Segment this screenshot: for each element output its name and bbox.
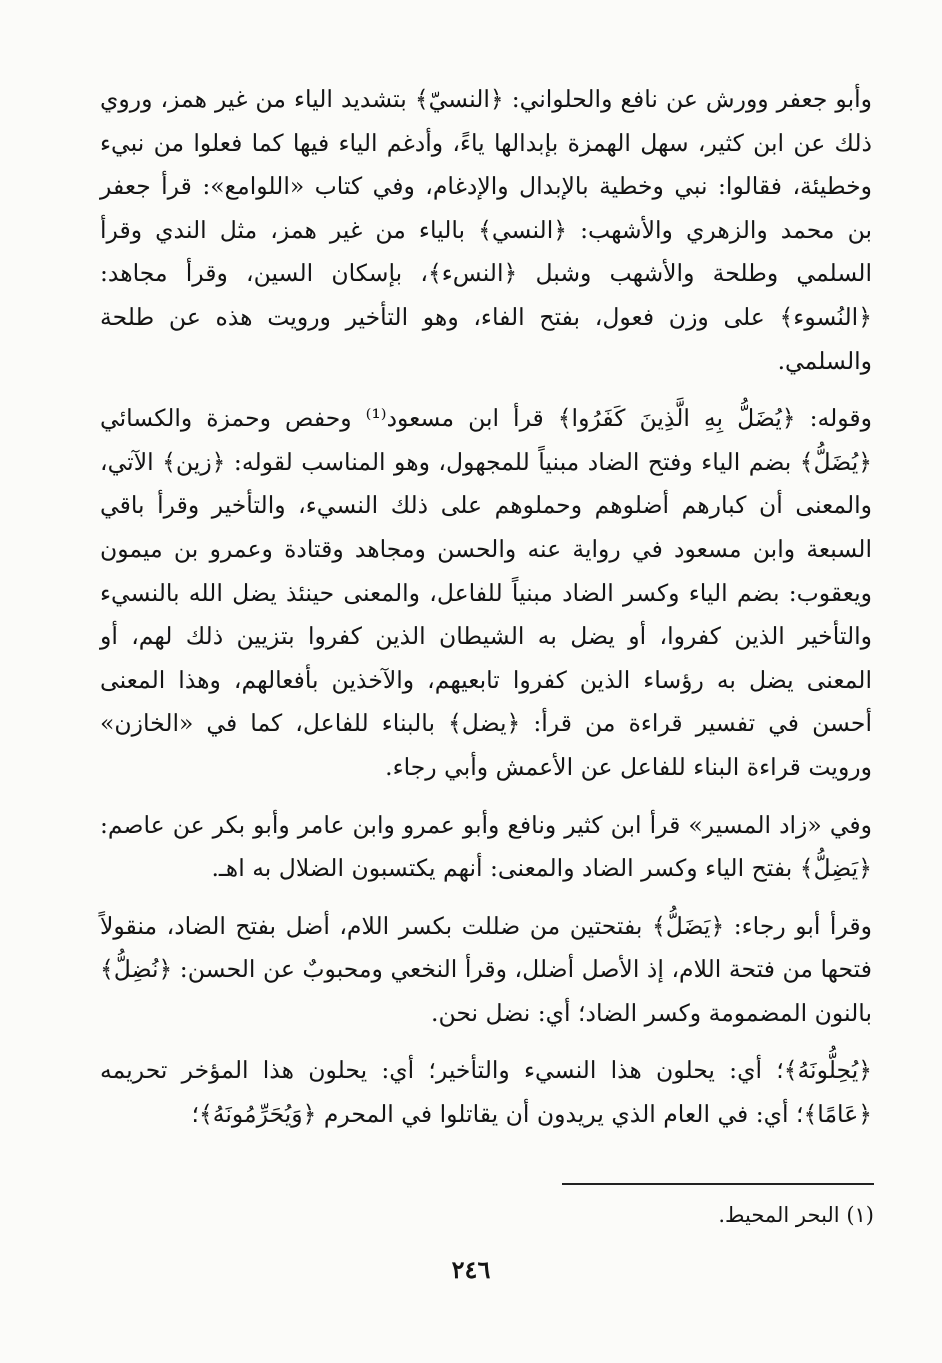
- main-text: [100, 78, 872, 1137]
- paragraph: ﴿يُحِلُّونَهُ﴾؛ أي: يحلون هذا النسيء والتأخير؛ أي: يحلون هذا المؤخر تحريمه ﴿عَامًا﴾؛ أي: في العام الذي يريدون أن يقاتلوا في المحرم ﴿وَيُحَرِّمُونَهُ﴾؛: [100, 1056, 872, 1129]
- footnote-separator: [562, 1183, 874, 1185]
- footnote: (١) البحر المحيط.: [718, 1203, 874, 1227]
- paragraph: وأبو جعفر وورش عن نافع والحلواني: ﴿النسيّ﴾ بتشديد الياء من غير همز، وروي ذلك عن ابن كثير، سهل الهمزة بإبدالها ياءً، وأدغم الياء فيها كما فعلوا من نبيء وخطيئة، فقالوا: نبي وخطية بالإبدال والإدغام، وفي كتاب «اللوامع»: قرأ جعفر بن محمد والزهري والأشهب: ﴿النسي﴾ بالياء من غير همز، مثل الندي وقرأ السلمي وطلحة والأشهب وشبل ﴿النسء﴾، بإسكان السين، وقرأ مجاهد: ﴿النُسوء﴾ على وزن فعول، بفتح الفاء، وهو التأخير ورويت هذه عن طلحة والسلمي.: [100, 85, 872, 375]
- paragraph: وقرأ أبو رجاء: ﴿يَضَلُّ﴾ بفتحتين من ضللت بكسر اللام، أضل بفتح الضاد، منقولاً فتحها من فتحة اللام، إذ الأصل أضلل، وقرأ النخعي ومحبوبٌ عن الحسن: ﴿نُضِلُّ﴾ بالنون المضمومة وكسر الضاد؛ أي: نضل نحن.: [100, 911, 872, 1027]
- paragraph: وفي «زاد المسير» قرأ ابن كثير ونافع وأبو عمرو وابن عامر وأبو بكر عن عاصم: ﴿يَضِلُّ﴾ بفتح الياء وكسر الضاد والمعنى: أنهم يكتسبون الضلال به اهـ.: [100, 810, 872, 883]
- paragraph: وقوله: ﴿يُضَلُّ بِهِ الَّذِينَ كَفَرُوا﴾ قرأ ابن مسعود⁽¹⁾ وحفص وحمزة والكسائي ﴿يُضَلُّ﴾ بضم الياء وفتح الضاد مبنياً للمجهول، وهو المناسب لقوله: ﴿زين﴾ الآتي، والمعنى أن كبارهم أضلوهم وحملوهم على ذلك النسيء، والتأخير وقرأ باقي السبعة وابن مسعود في رواية عنه والحسن ومجاهد وقتادة وعمرو بن ميمون ويعقوب: بضم الياء وكسر الضاد مبنياً للفاعل، والمعنى حينئذ يضل الله بالنسيء والتأخير الذين كفروا، أو يضل به الشيطان الذين كفروا بتزيين ذلك لهم، أو المعنى يضل به رؤساء الذين كفروا تابعيهم، والآخذين بأفعالهم، وهذا المعنى أحسن في تفسير قراءة من قرأ: ﴿يضل﴾ بالبناء للفاعل، كما في «الخازن» ورويت قراءة البناء للفاعل عن الأعمش وأبي رجاء.: [100, 404, 872, 781]
- page-number: ٢٤٦: [451, 1255, 491, 1284]
